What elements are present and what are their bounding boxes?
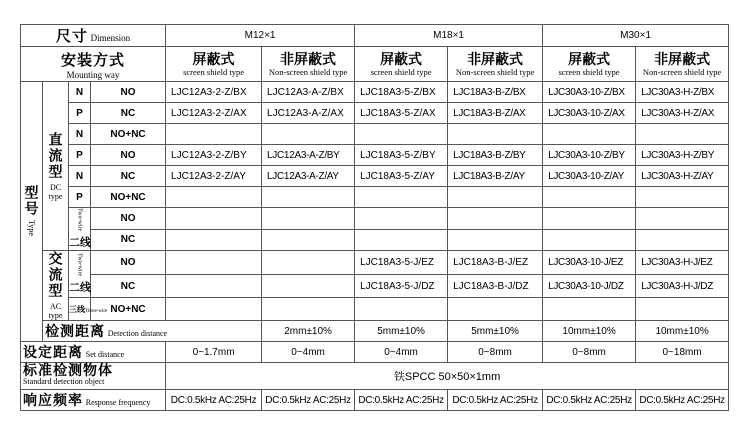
output-nc: NC	[91, 103, 166, 124]
setting-value: 0~8mm	[543, 342, 636, 363]
m18-shield: 屏蔽式 screen shield type	[355, 47, 448, 82]
model-cell: LJC18A3-5-Z/AX	[355, 103, 448, 124]
output-no: NO	[91, 145, 166, 166]
m30-header: M30×1	[543, 25, 729, 47]
model-cell: LJC30A3-H-Z/AY	[636, 166, 729, 187]
response-value: DC:0.5kHz AC:25Hz	[262, 390, 355, 411]
m12-header: M12×1	[166, 25, 355, 47]
model-cell: LJC18A3-5-Z/AY	[355, 166, 448, 187]
model-cell	[166, 274, 262, 298]
dimension-row	[21, 25, 729, 47]
response-header: 响应频率 Response frequency	[21, 390, 166, 411]
response-value: DC:0.5kHz AC:25Hz	[543, 390, 636, 411]
model-cell: LJC18A3-B-Z/BX	[448, 82, 543, 103]
pnp-letter-1: P	[69, 145, 91, 166]
model-cell: LJC30A3-10-J/DZ	[543, 274, 636, 298]
dc-two-wire-no-row	[21, 208, 729, 230]
pnp-letter-2: N	[69, 166, 91, 187]
model-cell: LJC30A3-H-J/DZ	[636, 274, 729, 298]
npn-nc-row	[21, 103, 729, 124]
model-cell: LJC18A3-B-J/EZ	[448, 251, 543, 275]
model-cell: LJC12A3-A-Z/BY	[262, 145, 355, 166]
m12-nonshield: 非屏蔽式 Non-screen shield type	[262, 47, 355, 82]
model-cell: LJC30A3-10-Z/AX	[543, 103, 636, 124]
model-cell: LJC30A3-H-J/EZ	[636, 251, 729, 275]
dc-type-label: 直流型 DC type	[43, 82, 69, 251]
model-cell	[166, 251, 262, 275]
detection-value: 5mm±10%	[355, 321, 448, 342]
model-cell: LJC30A3-10-J/EZ	[543, 251, 636, 275]
npn-letter-1: N	[69, 82, 91, 103]
output-nc: NC	[91, 166, 166, 187]
m12-shield: 屏蔽式 screen shield type	[166, 47, 262, 82]
output-nonc: NO+NC	[91, 298, 166, 321]
ac-type-label: 交流型 AC type	[43, 251, 69, 321]
model-cell: LJC30A3-H-Z/BX	[636, 82, 729, 103]
model-cell: LJC18A3-5-J/EZ	[355, 251, 448, 275]
model-cell: LJC30A3-H-Z/BY	[636, 145, 729, 166]
detection-value: 2mm±10%	[262, 321, 355, 342]
model-cell	[262, 274, 355, 298]
setting-value: 0~1.7mm	[166, 342, 262, 363]
dc-two-wire-label: Two-wire 二线	[69, 208, 91, 250]
npn-nonc-row	[21, 124, 729, 145]
detection-value: 10mm±10%	[636, 321, 729, 342]
npn-letter-2: P	[69, 103, 91, 124]
pnp-nc-row	[21, 166, 729, 187]
mounting-row	[21, 47, 729, 82]
dimension-header: 尺寸 Dimension	[21, 25, 166, 47]
pnp-letter-3: P	[69, 187, 91, 208]
dc-two-wire-nc-row	[21, 229, 729, 251]
m30-nonshield: 非屏蔽式 Non-screen shield type	[636, 47, 729, 82]
detection-value: 5mm±10%	[448, 321, 543, 342]
model-cell: LJC12A3-2-Z/BX	[166, 82, 262, 103]
model-cell: LJC30A3-10-Z/BY	[543, 145, 636, 166]
ac-two-wire-nc-row	[21, 274, 729, 298]
detection-value: 10mm±10%	[543, 321, 636, 342]
setting-value: 0~18mm	[636, 342, 729, 363]
model-cell: LJC18A3-B-Z/AX	[448, 103, 543, 124]
model-cell: LJC12A3-2-Z/BY	[166, 145, 262, 166]
m30-shield: 屏蔽式 screen shield type	[543, 47, 636, 82]
response-row	[21, 390, 729, 411]
output-no: NO	[91, 251, 166, 275]
output-no: NO	[91, 208, 166, 230]
model-cell: LJC12A3-A-Z/BX	[262, 82, 355, 103]
response-value: DC:0.5kHz AC:25Hz	[636, 390, 729, 411]
output-nc: NC	[91, 229, 166, 251]
pnp-nonc-row	[21, 187, 729, 208]
npn-letter-3: N	[69, 124, 91, 145]
standard-row	[21, 363, 729, 390]
model-cell: LJC18A3-5-Z/BY	[355, 145, 448, 166]
type-label: 型号 Type	[21, 82, 43, 342]
model-cell: LJC18A3-B-Z/BY	[448, 145, 543, 166]
model-cell: LJC30A3-10-Z/BX	[543, 82, 636, 103]
m18-nonshield: 非屏蔽式 Non-screen shield type	[448, 47, 543, 82]
ac-three-wire-row	[21, 298, 729, 321]
standard-value: 铁SPCC 50×50×1mm	[166, 363, 729, 390]
response-value: DC:0.5kHz AC:25Hz	[166, 390, 262, 411]
setting-header: 设定距离 Set distance	[21, 342, 166, 363]
model-cell: LJC12A3-A-Z/AY	[262, 166, 355, 187]
mounting-header: 安装方式 Mounting way	[21, 47, 166, 82]
output-nonc: NO+NC	[91, 187, 166, 208]
setting-value: 0~4mm	[262, 342, 355, 363]
detection-header: 检测距离 Detection distance	[43, 321, 262, 342]
model-cell: LJC30A3-H-Z/AX	[636, 103, 729, 124]
setting-value: 0~8mm	[448, 342, 543, 363]
detection-row	[21, 321, 729, 342]
response-value: DC:0.5kHz AC:25Hz	[448, 390, 543, 411]
model-cell: LJC18A3-5-Z/BX	[355, 82, 448, 103]
ac-two-wire-label: Two-wire 二线	[69, 251, 91, 298]
output-no: NO	[91, 82, 166, 103]
model-cell: LJC18A3-5-J/DZ	[355, 274, 448, 298]
model-cell	[262, 251, 355, 275]
setting-row	[21, 342, 729, 363]
setting-value: 0~4mm	[355, 342, 448, 363]
model-cell: LJC30A3-10-Z/AY	[543, 166, 636, 187]
pnp-no-row	[21, 145, 729, 166]
model-cell: LJC12A3-2-Z/AX	[166, 103, 262, 124]
ac-two-wire-no-row	[21, 251, 729, 275]
model-cell: LJC12A3-A-Z/AX	[262, 103, 355, 124]
spec-table	[20, 24, 729, 411]
model-cell: LJC18A3-B-J/DZ	[448, 274, 543, 298]
output-nonc: NO+NC	[91, 124, 166, 145]
output-nc: NC	[91, 274, 166, 298]
response-value: DC:0.5kHz AC:25Hz	[355, 390, 448, 411]
model-cell: LJC18A3-B-Z/AY	[448, 166, 543, 187]
npn-no-row	[21, 82, 729, 103]
model-cell: LJC12A3-2-Z/AY	[166, 166, 262, 187]
m18-header: M18×1	[355, 25, 543, 47]
ac-three-wire-label: 三线Three-wire	[69, 298, 91, 321]
standard-header: 标准检测物体 Standard detection object	[21, 363, 166, 390]
